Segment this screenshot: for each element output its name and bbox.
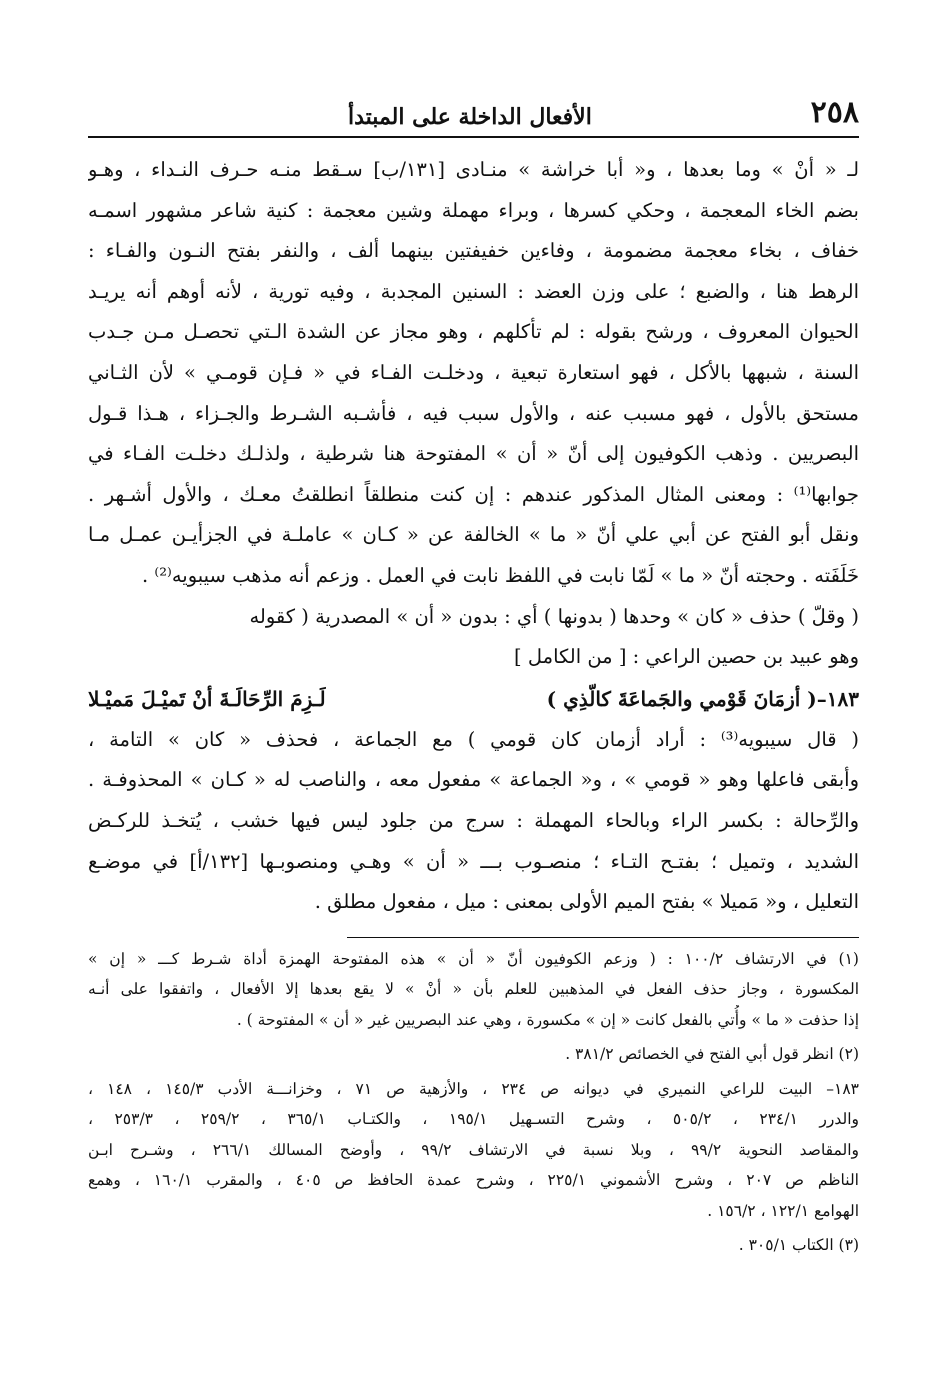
text-line: التعليل ، و« مَميلا » بفتح الميم الأولى بمعنى : ميل ، مفعول مطلق . — [314, 890, 859, 914]
text-line: ( قال سيبويه⁽³⁾ : أراد أزمان كان قومي ) مع الجماعة ، فحذف « كان » التامة ، — [88, 727, 859, 751]
text-line: بضم الخاء المعجمة ، وحكي كسرها ، وبراء مهملة وشين معجمة : كنية شاعر مشهور اسمـه — [88, 198, 859, 222]
text-line: خفاف ، بخاء معجمة مضمومة ، وفاءين خفيفتين بينهما ألف ، والنفر بفتح النـون والفـاء : — [88, 239, 859, 263]
text-line: البصريين . وذهب الكوفيون إلى أنّ « أن » المفتوحة هنا شرطية ، ولذلـك دخلـت الفـاء في — [88, 442, 859, 466]
page-header — [88, 92, 859, 138]
verse-second-hemistich: لَـزِمَ الرِّحَالَـةَ أنْ تَميْـلَ مَميْـلا — [88, 686, 326, 711]
footnote-line: إذا حذفت « ما » وأُتي بالفعل كانت « إن » مكسورة ، وهي عند البصريين غير « أن » المفتوحة ) . — [236, 1010, 859, 1029]
text-line: لـ « أنْ » وما بعدها ، و« أبا خراشة » منـادى [١٣١/ب] سـقط منـه حـرف النـداء ، وهـو — [88, 158, 859, 181]
verse-number: ١٨٣– — [816, 686, 859, 711]
text-line: الشديد ، وتميل ؛ بفتـح التـاء ؛ منصـوب بـــ « أن » وهـي ومنصوبـها [١٣٢/أ] في موضـع — [88, 849, 859, 873]
running-title: الأفعال الداخلة على المبتدأ — [348, 104, 592, 130]
footnote-line: (٣) الكتاب ٣٠٥/١ . — [738, 1236, 859, 1255]
verse-first-hemistich: ( أزمَانَ قَوْمي والجَماعَةَ كالّذِي ) — [546, 686, 817, 711]
footnote-line: ١٨٣– البيت للراعي النميري في ديوانه ص ٢٣٤ ، والأزهية ص ٧١ ، وخزانـــة الأدب ١٤٥/٣ ، ١٤٨ ، — [88, 1079, 859, 1098]
page-number: ٢٥٨ — [810, 95, 859, 130]
footnote-line: المكسورة ، وجاز حذف الفعل في المذهبين للعلم بأن « أنْ » لا يقع بعدها إلا الأفعال ، واتفقوا على أنـه — [88, 980, 859, 999]
footnotes — [88, 944, 859, 1261]
text-line: السنة ، شبهها بالأكل ، فهو استعارة تبعية ، ودخلـت الفـاء في « فـإن قومـي » لأن الثـاني — [88, 360, 859, 384]
text-line: الحيوان المعروف ، ورشح بقوله : لم تأكلهم ، وهو مجاز عن الشدة الـتي تحصـل مـن جـدب — [88, 320, 859, 344]
text-line: ونقل أبو الفتح عن أبي علي أنّ « ما » الخالفة عن « كـان » عاملـة في الجزأيـن عمـل مـا — [88, 523, 859, 547]
verse-first-part — [547, 678, 859, 720]
footnote-line: الهوامع ١٢٢/١ ، ١٥٦/٢ . — [707, 1201, 859, 1220]
text-line: والرِّحالة : بكسر الراء وبالحاء المهملة : سرج من جلود ليس فيها خشب ، يُتخـذ للركـض — [88, 808, 859, 832]
text-line: وأبقى فاعلها وهو « قومي » ، و« الجماعة » مفعول معه ، والناصب له « كـان » المحذوفـة . — [88, 768, 859, 792]
text-line: مستحق بالأول ، فهو مسبب عنه ، والأول سبب فيه ، فأشـبه الشـرط والجـزاء ، هـذا قـول — [88, 401, 859, 425]
footnote-line: الناظم ص ٢٠٧ ، وشرح الأشموني ٢٢٥/١ ، وشرح عمدة الحافظ ص ٤٠٥ ، والمقرب ١٦٠/١ ، وهمع — [88, 1171, 859, 1190]
poet-attribution: وهو عبيد بن حصين الراعي : [ من الكامل ] — [514, 645, 859, 669]
footnote-line: والدرر ٢٣٤/١ ، ٥٠٥/٢ ، وشرح التسـهيل ١٩٥/١ ، والكتـاب ٣٦٥/١ ، ٢٥٩/٢ ، ٢٥٣/٣ ، — [88, 1110, 859, 1129]
footnote-line: والمقاصد النحوية ٩٩/٢ ، وبلا نسبة في الارتشاف ٩٩/٢ ، وأوضح المسالك ٢٦٦/١ ، وشـرح ابـن — [88, 1140, 859, 1159]
main-text — [88, 150, 859, 923]
poetry-verse — [88, 678, 859, 720]
footnote-line: (٢) انظر قول أبي الفتح في الخصائص ٣٨١/٢ . — [565, 1045, 859, 1064]
text-line: خَلَفَته . وحجته أنّ « ما » لَمّا نابت في اللفظ نابت في العمل . وزعم أنه مذهب سيبويه⁽²⁾ . — [142, 563, 859, 587]
text-line: الرهط هنا ، والضبع ؛ على وزن العضد : السنين المجدبة ، وفيه تورية ، لأنه أوهم أنه يريـد — [88, 279, 859, 303]
footnote-separator — [347, 937, 859, 938]
matn-line: ( وقلّ ) حذف « كان » وحدها ( بدونها ) أي : بدون « أن » المصدرية ( كقوله — [249, 604, 859, 628]
footnote-line: (١) في الارتشاف ١٠٠/٢ : ( وزعم الكوفيون أنّ « أن » هذه المفتوحة الهمزة أداة شـرط كـــ « إن » — [88, 949, 859, 968]
text-line: جوابها⁽¹⁾ : ومعنى المثال المذكور عندهم : إن كنت منطلقاً انطلقتُ معـك ، والأول أشـهر . — [88, 482, 859, 506]
